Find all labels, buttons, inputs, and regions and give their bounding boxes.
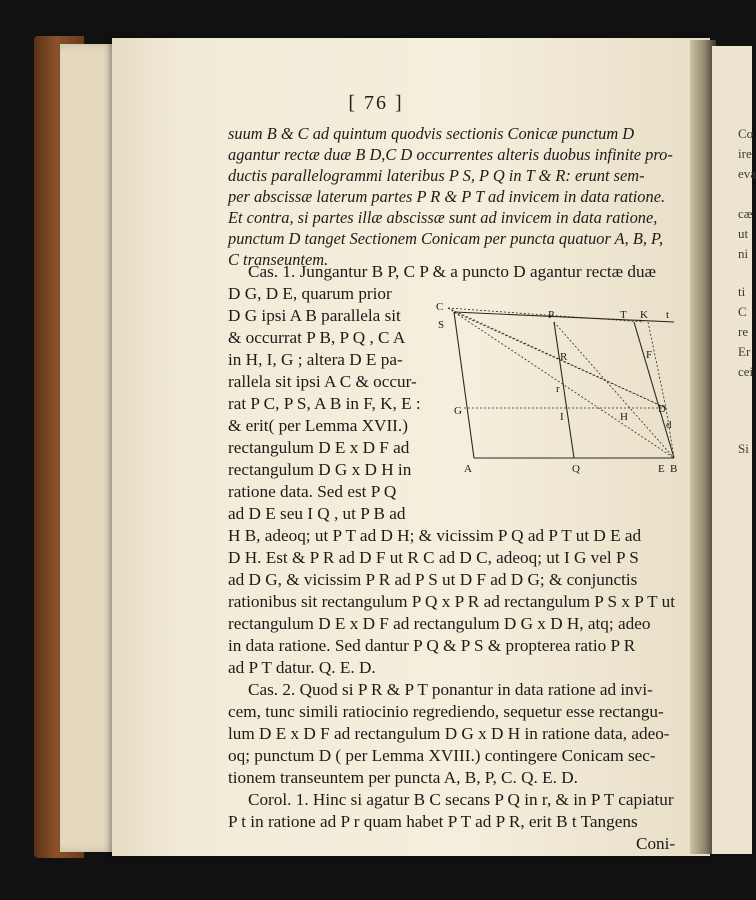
label-t: T [620,309,627,321]
case1-heading-line: Cas. 1. Jungantur B P, C P & a puncto D agantur rectæ duæ [248,262,657,281]
case1-line: rectangulum D E x D F ad [228,438,410,457]
label-e: E [658,463,665,475]
right-fragment: Er [738,344,751,359]
case2-line: tionem transeuntem per puncta A, B, P, C. Q. E. D. [228,768,578,787]
label-r-small: r [556,383,560,395]
right-fragment: ti [738,284,746,299]
case1-line: in data ratione. Sed dantur P Q & P S & propterea ratio P R [228,636,636,655]
case1-line: D G ipsi A B parallela sit [228,306,401,325]
label-q: Q [572,463,580,475]
line-fd [648,322,666,408]
label-d: D [658,403,666,415]
right-fragment: ut [738,226,749,241]
corollary-line: Corol. 1. Hinc si agatur B C secans P Q in r, & in P T capiatur [248,790,674,809]
label-c: C [436,301,444,313]
case1-line: ad D E seu I Q , ut P B ad [228,504,406,523]
right-fragment: ni [738,246,749,261]
case1-line: in H, I, G ; altera D E pa- [228,350,403,369]
case2-line: oq; punctum D ( per Lemma XVIII.) contingere Conicam sec- [228,746,656,765]
line-cb [448,308,674,458]
right-fragment: cei [738,364,754,379]
label-k: K [640,309,648,321]
case1-line: ad D G, & vicissim P R ad P S ut D F ad D G; & conjunctis [228,570,638,589]
case1-line: rectangulum D G x D H in [228,460,412,479]
right-page [712,46,756,854]
label-d-small: d [666,419,672,431]
right-fragment: C [738,304,747,319]
intro-line: ductis parallelogrammi lateribus P S, P Q in T & R: erunt sem- [228,166,645,185]
label-t-small: t [666,309,670,321]
right-fragment: re [738,324,749,339]
intro-line: agantur rectæ duæ B D,C D occurrentes alteris duobus infinite pro- [228,145,673,164]
case1-line: rectangulum D E x D F ad rectangulum D G x D H, atq; adeo [228,614,651,633]
right-fragment: Co [738,126,754,141]
label-r: R [560,351,568,363]
page-edges [60,44,120,852]
intro-line: C transeuntem. [228,250,329,269]
case1-line: D H. Est & P R ad D F ut R C ad D C, adeoq; ut I G vel P S [228,548,639,567]
case2-line: cem, tunc simili ratiocinio regrediendo, sequetur esse rectangu- [228,702,664,721]
intro-line: per abscissæ laterum partes P R & P T ad invicem in data ratione. [228,187,666,206]
page-number: [ 76 ] [348,92,404,114]
catchword: Coni- [636,834,676,853]
label-g: G [454,405,462,417]
right-fragment: Si [738,441,749,456]
case2-line: Cas. 2. Quod si P R & P T ponantur in data ratione ad invi- [248,680,653,699]
right-fragment: ire [738,146,752,161]
label-b: B [670,463,678,475]
label-f: F [646,349,653,361]
label-s: S [438,319,445,331]
case1-line: rallela sit ipsi A C & occur- [228,372,417,391]
right-fragment: eva [738,166,756,181]
label-a: A [464,463,472,475]
intro-line: punctum D tanget Sectionem Conicam per puncta quatuor A, B, P, [228,229,664,248]
case1-line: ratione data. Sed est P Q [228,482,397,501]
case1-line: D G, D E, quarum prior [228,284,392,303]
label-p: P [548,309,555,321]
case1-line: ad P T datur. Q. E. D. [228,658,376,677]
label-i: I [560,411,564,423]
right-fragment: cæ [738,206,753,221]
corollary-line: P t in ratione ad P r quam habet P T ad P R, erit B t Tangens [228,812,638,831]
case1-line: H B, adeoq; ut P T ad D H; & vicissim P Q ad P T ut D E ad [228,526,642,545]
line-sa [454,312,474,458]
conic-figure [434,300,684,478]
case2-line: lum D E x D F ad rectangulum D G x D H in ratione data, adeo- [228,724,670,743]
case1-line: rat P C, P S, A B in F, K, E : [228,394,421,413]
line-ct [448,308,644,322]
case1-line: & occurrat P B, P Q , C A [228,328,406,347]
case1-line: & erit( per Lemma XVII.) [228,416,408,435]
intro-line: Et contra, si partes illæ abscissæ sunt ad invicem in data ratione, [228,208,658,227]
label-h: H [620,411,628,423]
line-kb [634,322,674,458]
case1-line: rationibus sit rectangulum P Q x P R ad rectangulum P S x P T ut [228,592,676,611]
intro-line: suum B & C ad quintum quodvis sectionis Conicæ punctum D [228,124,635,143]
